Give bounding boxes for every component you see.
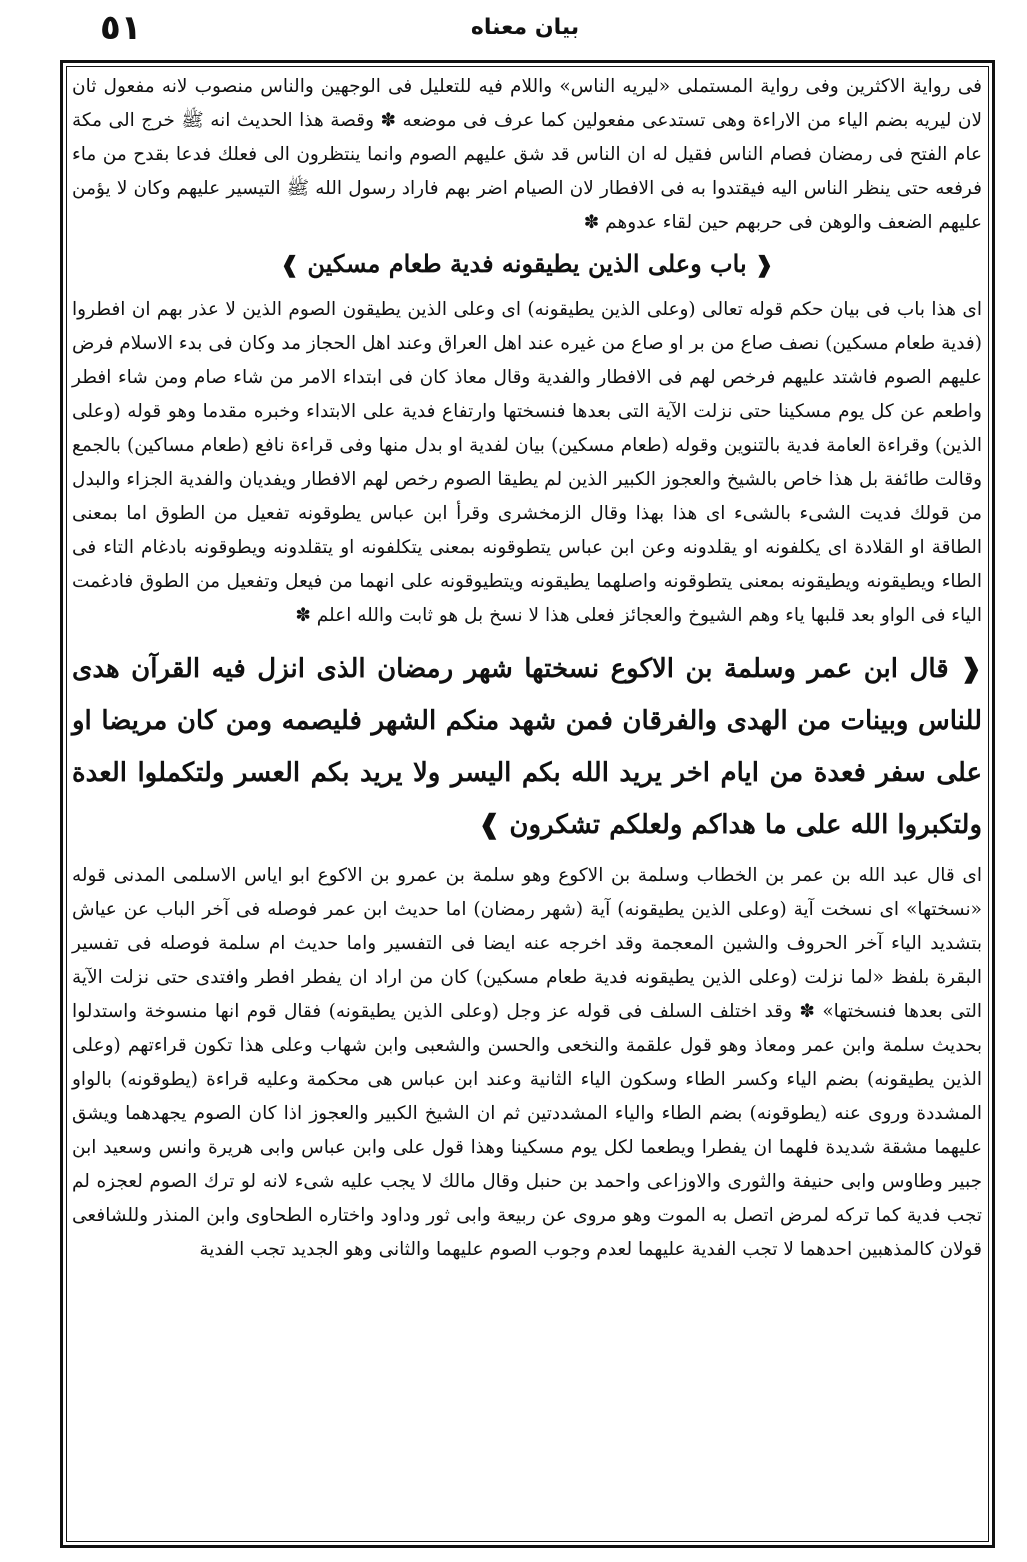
chapter-heading-text: باب وعلى الذين يطيقونه فدية طعام مسكين [307, 249, 747, 278]
page-header [60, 8, 990, 48]
ornament-left-icon: ❱ [280, 252, 299, 278]
verse-ornament-right-icon: ❰ [960, 654, 982, 684]
ornament-right-icon: ❰ [755, 252, 774, 278]
verse-text: قال ابن عمر وسلمة بن الاكوع نسختها شهر رمضان الذى انزل فيه القرآن هدى للناس وبينات من الهدى والفرقان فمن شهد منكم الشهر فليصمه ومن كان مريضا او على سفر فعدة من ايام اخر يريد الله بكم اليسر ولا يريد بكم العسر ولتكملوا العدة ولتكبروا الله على ما هداكم ولعلكم تشكرون [72, 654, 982, 840]
page-number: ٥١ [100, 8, 142, 48]
running-title: بيان معناه [470, 15, 580, 40]
text-body [72, 70, 982, 1535]
verse-ornament-left-icon: ❱ [478, 810, 501, 840]
verse-block [72, 643, 982, 851]
intro-paragraph: فى رواية الاكثرين وفى رواية المستملى «ليريه الناس» واللام فيه للتعليل فى الوجهين والناس منصوب لانه مفعول ثان لان ليريه بضم الياء من الاراءة وهى تستدعى مفعولين كما عرف فى موضعه ✽ وقصة هذا الحديث انه ﷺ خرج الى مكة عام الفتح فى رمضان فصام الناس فقيل له ان الناس قد شق عليهم الصوم وانما ينتظرون الى فعلك فدعا بقدح من ماء فرفعه حتى ينظر الناس اليه فيقتدوا به فى الافطار لان الصيام اضر بهم فاراد رسول الله ﷺ التيسير عليهم وكان لا يؤمن عليهم الضعف والوهن فى حربهم حين لقاء عدوهم ✽ [72, 76, 982, 233]
chapter-heading [72, 244, 982, 285]
commentary-paragraph: اى قال عبد الله بن عمر بن الخطاب وسلمة بن الاكوع وهو سلمة بن عمرو بن الاكوع ابو اياس الاسلمى المدنى قوله «نسختها» اى نسخت آية (وعلى الذين يطيقونه) آية (شهر رمضان) اما حديث ابن عمر فوصله فى آخر الباب عن عياش بتشديد الياء آخر الحروف والشين المعجمة وقد اخرجه عنه ايضا فى التفسير واما حديث ام سلمة فوصله فى تفسير البقرة بلفظ «لما نزلت (وعلى الذين يطيقونه فدية طعام مسكين) كان من اراد ان يفطر افطر وافتدى حتى نزلت الآية التى بعدها فنسختها» ✽ وقد اختلف السلف فى قوله عز وجل (وعلى الذين يطيقونه) فقال قوم انها منسوخة واستدلوا بحديث سلمة وابن عمر ومعاذ وهو قول علقمة والنخعى والحسن والشعبى وابن شهاب وعلى هذا تكون قراءتهم (وعلى الذين يطيقونه) بضم الياء وكسر الطاء وسكون الياء الثانية وعند ابن عباس هى محكمة وعليه قراءة (يطوقونه) بالواو المشددة وروى عنه (يطوقونه) بضم الطاء والياء المشددتين ثم ان الشيخ الكبير والعجوز اذا كان الصوم يجهدهما ويشق عليهما مشقة شديدة فلهما ان يفطرا ويطعما لكل يوم مسكينا وهذا قول على وابن عباس وابى هريرة وانس وسعيد ابن جبير وطاوس وابى حنيفة والثورى والاوزاعى واحمد بن حنبل وقال مالك لا يجب عليه شىء لانه لو ترك الصوم لعجزه لم تجب فدية كما تركه لمرض اتصل به الموت وهو مروى عن ربيعة وابى ثور وداود واختاره الطحاوى وابن المنذر وللشافعى قولان كالمذهبين احدهما لا تجب الفدية عليهما لعدم وجوب الصوم عليهما والثانى وهو الجديد تجب الفدية [72, 865, 982, 1260]
chapter-body: اى هذا باب فى بيان حكم قوله تعالى (وعلى الذين يطيقونه) اى وعلى الذين يطيقون الصوم الذين لا عذر بهم ان افطروا (فدية طعام مسكين) نصف صاع من بر او صاع من غيره عند اهل العراق وعند اهل الحجاز مد وكان فى بدء الاسلام فرض عليهم الصوم فاشتد عليهم فرخص لهم فى الافطار والفدية وقال معاذ كان فى ابتداء الامر من شاء صام ومن شاء افطر واطعم عن كل يوم مسكينا حتى نزلت الآية التى بعدها فنسختها وارتفاع فدية على الابتداء وخبره مقدما وهو قوله (وعلى الذين) وقراءة العامة فدية بالتنوين وقوله (طعام مسكين) بيان لفدية او بدل منها وفى قراءة نافع (طعام مساكين) بالجمع وقالت طائفة بل هذا خاص بالشيخ والعجوز الكبير الذين لم يطيقا الصوم رخص لهم الافطار ويفديان والفدية الجزاء والبدل من قولك فديت الشىء بالشىء اى هذا بهذا وقال الزمخشرى وقرأ ابن عباس يطوقونه تفعيل من الطوق اما بمعنى الطاقة او القلادة اى يكلفونه او يقلدونه وعن ابن عباس يتطوقونه بمعنى يتكلفونه او يتقلدونه ويطوقونه بادغام التاء فى الطاء ويطيقونه ويطيقونه بمعنى يتطوقونه واصلهما يطيقونه ويتطيوقونه على انهما من فيعل وتفعيل من الطوق فادغمت الياء فى الواو بعد قلبها ياء وهم الشيوخ والعجائز فعلى هذا لا نسخ بل هو ثابت والله اعلم ✽ [72, 299, 982, 626]
